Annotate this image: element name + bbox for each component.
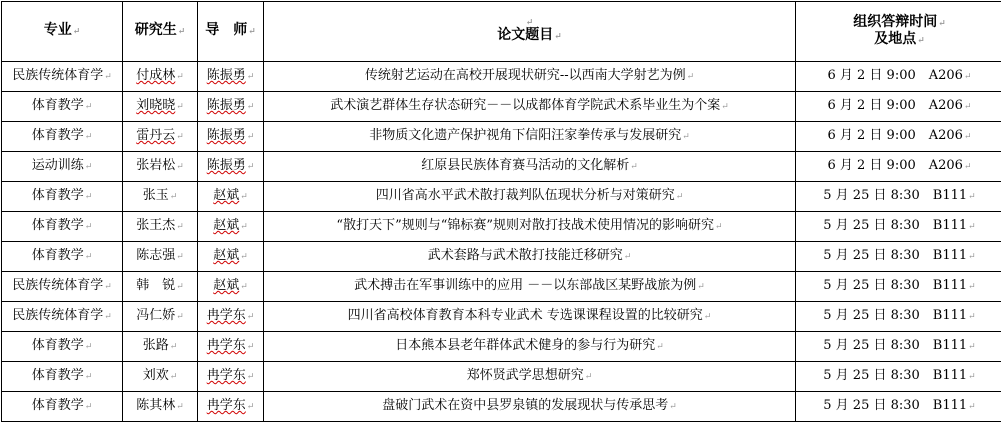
cell-advisor-text: 赵斌 — [213, 278, 239, 293]
paragraph-mark: ↵ — [176, 312, 184, 322]
cell-title — [264, 152, 796, 182]
cell-student — [123, 362, 198, 392]
paragraph-mark: ↵ — [682, 132, 690, 142]
cell-time — [796, 392, 1001, 422]
cell-student — [123, 152, 198, 182]
cell-advisor — [198, 302, 264, 332]
cell-advisor-text: 冉学东 — [207, 338, 246, 353]
paragraph-mark: ↵ — [247, 132, 255, 142]
cell-major — [2, 92, 123, 122]
table-row — [2, 152, 1001, 182]
table-row — [2, 272, 1001, 302]
cell-time — [796, 62, 1001, 92]
paragraph-mark: ↵ — [247, 342, 255, 352]
cell-student — [123, 62, 198, 92]
cell-advisor-text: 赵斌 — [213, 218, 239, 233]
paragraph-mark: ↵ — [104, 312, 112, 322]
cell-time — [796, 212, 1001, 242]
paragraph-mark: ↵ — [247, 402, 255, 412]
paragraph-mark: ↵ — [85, 162, 93, 172]
cell-major — [2, 392, 123, 422]
header-student — [123, 2, 198, 62]
cell-student — [123, 92, 198, 122]
cell-title — [264, 182, 796, 212]
paragraph-mark: ↵ — [176, 72, 184, 82]
cell-title — [264, 392, 796, 422]
cell-student — [123, 392, 198, 422]
cell-title-text: 武术演艺群体生存状态研究－－以成都体育学院武术系毕业生为个案 — [330, 98, 720, 113]
paragraph-mark: ↵ — [240, 282, 248, 292]
cell-title-text: 红原县民族体育赛马活动的文化解析 — [421, 158, 629, 173]
cell-student-text: 陈其林 — [136, 398, 175, 413]
cell-title-text: 四川省高水平武术散打裁判队伍现状分析与对策研究 — [376, 188, 675, 203]
paragraph-mark: ↵ — [968, 252, 976, 262]
cell-student — [123, 332, 198, 362]
paragraph-mark: ↵ — [656, 342, 664, 352]
cell-title-text: 四川省高校体育教育本科专业武术 专选课课程设置的比较研究 — [348, 308, 703, 323]
table-row — [2, 242, 1001, 272]
table-row — [2, 212, 1001, 242]
cell-title — [264, 122, 796, 152]
paragraph-mark: ↵ — [85, 102, 93, 112]
table-row — [2, 302, 1001, 332]
paragraph-mark: ↵ — [669, 402, 677, 412]
paragraph-mark: ↵ — [697, 282, 705, 292]
cell-advisor-text: 陈振勇 — [207, 98, 246, 113]
paragraph-mark: ↵ — [104, 72, 112, 82]
cell-major — [2, 212, 123, 242]
cell-time-text: 5 月 25 日 8:30 B111 — [823, 398, 967, 413]
cell-time — [796, 302, 1001, 332]
cell-time — [796, 152, 1001, 182]
paragraph-mark: ↵ — [964, 72, 972, 82]
paragraph-mark: ↵ — [240, 192, 248, 202]
paragraph-mark: ↵ — [964, 102, 972, 112]
paragraph-mark: ↵ — [704, 312, 712, 322]
paragraph-mark: ↵ — [176, 402, 184, 412]
cell-major-text: 民族传统体育学 — [12, 68, 103, 83]
cell-major — [2, 122, 123, 152]
cell-student-text: 刘晓晓 — [136, 98, 175, 113]
paragraph-mark: ↵ — [968, 222, 976, 232]
cell-major — [2, 182, 123, 212]
paragraph-mark: ↵ — [176, 162, 184, 172]
cell-title-text: 武术套路与武术散打技能迁移研究 — [428, 248, 623, 263]
paragraph-mark: ↵ — [247, 162, 255, 172]
cell-student — [123, 302, 198, 332]
cell-time — [796, 182, 1001, 212]
table-row — [2, 392, 1001, 422]
paragraph-mark: ↵ — [554, 32, 562, 42]
cell-advisor — [198, 362, 264, 392]
defense-schedule-table — [1, 1, 1001, 422]
paragraph-mark: ↵ — [170, 192, 178, 202]
cell-student-text: 张玉 — [143, 188, 169, 203]
cell-major-text: 体育教学 — [32, 188, 84, 203]
table-body — [2, 2, 1001, 422]
cell-time-text: 5 月 25 日 8:30 B111 — [823, 338, 967, 353]
table-row — [2, 332, 1001, 362]
cell-time — [796, 122, 1001, 152]
paragraph-mark: ↵ — [247, 102, 255, 112]
paragraph-mark: ↵ — [715, 222, 723, 232]
cell-major — [2, 242, 123, 272]
cell-title — [264, 62, 796, 92]
cell-advisor — [198, 62, 264, 92]
paragraph-mark: ↵ — [630, 162, 638, 172]
paragraph-mark: ↵ — [968, 282, 976, 292]
cell-student — [123, 122, 198, 152]
paragraph-mark: ↵ — [968, 192, 976, 202]
cell-title-text: 武术搏击在军事训练中的应用 －－以东部战区某野战旅为例 — [354, 278, 696, 293]
paragraph-mark: ↵ — [247, 372, 255, 382]
cell-advisor-text: 冉学东 — [207, 308, 246, 323]
paragraph-mark: ↵ — [104, 282, 112, 292]
cell-advisor — [198, 242, 264, 272]
paragraph-mark: ↵ — [85, 222, 93, 232]
cell-time-text: 5 月 25 日 8:30 B111 — [823, 188, 967, 203]
cell-title-text: 传统射艺运动在高校开展现状研究--以西南大学射艺为例 — [365, 68, 686, 83]
cell-advisor — [198, 332, 264, 362]
header-major-label: 专业 — [44, 22, 72, 38]
header-student-label: 研究生 — [135, 22, 177, 38]
cell-title — [264, 92, 796, 122]
cell-title — [264, 212, 796, 242]
cell-student-text: 雷丹云 — [136, 128, 175, 143]
paragraph-mark: ↵ — [178, 27, 186, 37]
table-row — [2, 122, 1001, 152]
table-header-row — [2, 2, 1001, 62]
cell-major — [2, 362, 123, 392]
cell-major — [2, 302, 123, 332]
cell-time-text: 5 月 25 日 8:30 B111 — [823, 278, 967, 293]
paragraph-mark: ↵ — [85, 132, 93, 142]
paragraph-mark: ↵ — [624, 252, 632, 262]
cell-title — [264, 272, 796, 302]
cell-student-text: 付成林 — [136, 68, 175, 83]
table-row — [2, 182, 1001, 212]
paragraph-mark: ↵ — [964, 132, 972, 142]
cell-major-text: 体育教学 — [32, 368, 84, 383]
paragraph-mark: ↵ — [73, 27, 81, 37]
cell-time — [796, 242, 1001, 272]
cell-advisor — [198, 392, 264, 422]
cell-time-text: 6 月 2 日 9:00 A206 — [827, 158, 962, 173]
cell-title — [264, 302, 796, 332]
paragraph-mark: ↵ — [968, 342, 976, 352]
cell-time-text: 5 月 25 日 8:30 B111 — [823, 218, 967, 233]
header-major — [2, 2, 123, 62]
cell-major-text: 运动训练 — [32, 158, 84, 173]
cell-advisor — [198, 272, 264, 302]
cell-student — [123, 272, 198, 302]
cell-major-text: 体育教学 — [32, 218, 84, 233]
cell-time-text: 5 月 25 日 8:30 B111 — [823, 368, 967, 383]
paragraph-mark: ↵ — [917, 36, 925, 46]
paragraph-mark: ↵ — [687, 72, 695, 82]
cell-title-text: 非物质文化遗产保护视角下信阳汪家拳传承与发展研究 — [369, 128, 681, 143]
cell-major-text: 体育教学 — [32, 398, 84, 413]
cell-time — [796, 272, 1001, 302]
cell-title-text: “散打天下”规则与“锦标赛”规则对散打技战术使用情况的影响研究 — [336, 218, 714, 233]
table-row — [2, 92, 1001, 122]
cell-advisor — [198, 92, 264, 122]
cell-time-text: 6 月 2 日 9:00 A206 — [827, 128, 962, 143]
paragraph-mark: ↵ — [968, 312, 976, 322]
cell-student — [123, 242, 198, 272]
cell-major — [2, 62, 123, 92]
cell-title-text: 盘破门武术在资中县罗泉镇的发展现状与传承思考 — [382, 398, 668, 413]
paragraph-mark: ↵ — [266, 19, 793, 28]
cell-time — [796, 92, 1001, 122]
cell-major — [2, 152, 123, 182]
paragraph-mark: ↵ — [240, 222, 248, 232]
paragraph-mark: ↵ — [968, 372, 976, 382]
paragraph-mark: ↵ — [170, 342, 178, 352]
cell-advisor-text: 冉学东 — [207, 368, 246, 383]
cell-title — [264, 332, 796, 362]
paragraph-mark: ↵ — [676, 192, 684, 202]
cell-student-text: 张路 — [143, 338, 169, 353]
table-row — [2, 62, 1001, 92]
cell-time — [796, 362, 1001, 392]
paragraph-mark: ↵ — [964, 162, 972, 172]
header-advisor — [198, 2, 264, 62]
paragraph-mark: ↵ — [176, 102, 184, 112]
cell-advisor-text: 陈振勇 — [207, 68, 246, 83]
cell-title-text: 日本熊本县老年群体武术健身的参与行为研究 — [395, 338, 655, 353]
cell-major — [2, 332, 123, 362]
cell-major-text: 体育教学 — [32, 98, 84, 113]
cell-advisor — [198, 152, 264, 182]
cell-time-text: 5 月 25 日 8:30 B111 — [823, 308, 967, 323]
paragraph-mark: ↵ — [968, 402, 976, 412]
paragraph-mark: ↵ — [176, 282, 184, 292]
cell-title — [264, 242, 796, 272]
cell-student — [123, 182, 198, 212]
cell-major-text: 体育教学 — [32, 338, 84, 353]
cell-title — [264, 362, 796, 392]
paragraph-mark: ↵ — [176, 222, 184, 232]
header-title — [264, 2, 796, 62]
cell-student-text: 韩 锐 — [136, 278, 175, 293]
paragraph-mark: ↵ — [240, 252, 248, 262]
paragraph-mark: ↵ — [85, 252, 93, 262]
paragraph-mark: ↵ — [248, 27, 256, 37]
cell-advisor-text: 冉学东 — [207, 398, 246, 413]
cell-title-text: 郑怀贤武学思想研究 — [467, 368, 584, 383]
header-time-line2: 及地点 — [874, 31, 916, 47]
paragraph-mark: ↵ — [170, 372, 178, 382]
cell-student-text: 刘欢 — [143, 368, 169, 383]
paragraph-mark: ↵ — [585, 372, 593, 382]
header-title-label: 论文题目 — [497, 27, 553, 43]
cell-student-text: 冯仁娇 — [136, 308, 175, 323]
cell-major-text: 体育教学 — [32, 248, 84, 263]
paragraph-mark: ↵ — [85, 342, 93, 352]
cell-time-text: 6 月 2 日 9:00 A206 — [827, 68, 962, 83]
cell-advisor — [198, 182, 264, 212]
cell-student-text: 张岩松 — [136, 158, 175, 173]
cell-advisor-text: 陈振勇 — [207, 158, 246, 173]
paragraph-mark: ↵ — [176, 132, 184, 142]
cell-advisor-text: 陈振勇 — [207, 128, 246, 143]
paragraph-mark: ↵ — [247, 72, 255, 82]
paragraph-mark: ↵ — [721, 102, 729, 112]
header-time — [796, 2, 1001, 62]
cell-advisor-text: 赵斌 — [213, 248, 239, 263]
cell-major — [2, 272, 123, 302]
cell-student-text: 张王杰 — [136, 218, 175, 233]
paragraph-mark: ↵ — [176, 252, 184, 262]
cell-advisor — [198, 212, 264, 242]
paragraph-mark: ↵ — [938, 19, 946, 29]
paragraph-mark: ↵ — [85, 402, 93, 412]
cell-time — [796, 332, 1001, 362]
cell-advisor — [198, 122, 264, 152]
cell-advisor-text: 赵斌 — [213, 188, 239, 203]
cell-major-text: 民族传统体育学 — [12, 278, 103, 293]
cell-student-text: 陈志强 — [136, 248, 175, 263]
cell-major-text: 体育教学 — [32, 128, 84, 143]
paragraph-mark: ↵ — [85, 192, 93, 202]
cell-student — [123, 212, 198, 242]
table-row — [2, 362, 1001, 392]
cell-time-text: 5 月 25 日 8:30 B111 — [823, 248, 967, 263]
cell-major-text: 民族传统体育学 — [12, 308, 103, 323]
cell-time-text: 6 月 2 日 9:00 A206 — [827, 98, 962, 113]
header-advisor-label: 导 师 — [205, 22, 247, 38]
paragraph-mark: ↵ — [85, 372, 93, 382]
paragraph-mark: ↵ — [247, 312, 255, 322]
header-time-line1: 组织答辩时间 — [853, 14, 937, 30]
